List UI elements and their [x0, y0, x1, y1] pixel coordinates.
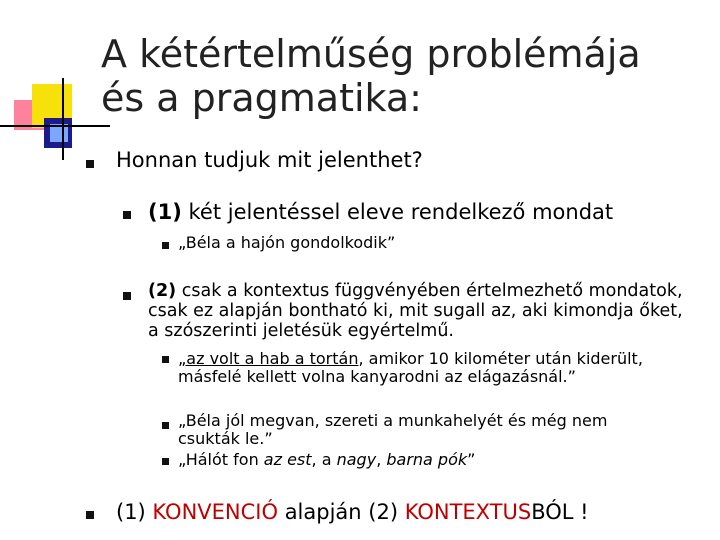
point-1-text: két jelentéssel eleve rendelkező mondat	[181, 200, 614, 224]
conclusion-part-a: (1)	[116, 500, 153, 524]
example-1-underlined: „az volt a hab a tortán	[178, 349, 359, 368]
bullet-square-icon	[162, 458, 169, 465]
bullet-square-icon	[162, 356, 169, 363]
example-3	[178, 451, 658, 469]
point-2	[148, 281, 688, 341]
conclusion-part-e: BÓL !	[531, 500, 589, 524]
point-1-example: „Béla a hajón gondolkodik”	[178, 233, 396, 252]
example-2: „Béla jól megvan, szereti a munkahelyét és még nem csukták le.”	[178, 411, 608, 448]
example-3-part-c: , a	[311, 450, 337, 469]
example-3-part-g: ”	[467, 450, 476, 469]
conclusion-part-c: alapján (2)	[278, 500, 405, 524]
point-1	[148, 200, 613, 224]
bullet-square-icon	[162, 422, 169, 429]
title-line-1: A kétértelműség problémája	[101, 32, 641, 76]
point-1-number: (1)	[148, 200, 182, 224]
decor-vertical-line	[62, 78, 64, 160]
question-text: Honnan tudjuk mit jelenthet?	[116, 148, 423, 172]
conclusion-kontextus: KONTEXTUS	[404, 500, 532, 524]
bullet-square-icon	[86, 160, 94, 168]
point-2-text: csak a kontextus függvényében értelmezhető mondatok, csak ez alapján bontható ki, mit sugall az, aki kimondja őket, a szószerinti jeletésük egyértelmű.	[148, 281, 683, 341]
slide-title	[101, 32, 641, 120]
example-3-part-b: az est	[263, 450, 312, 469]
decor-horizontal-line	[0, 125, 110, 127]
example-1-rest: , amikor 10 kilométer után kiderült, másfelé kellett volna kanyarodni az elágazásnál.”	[178, 349, 643, 386]
example-3-part-f: barna pók	[386, 450, 468, 469]
conclusion-line	[116, 500, 589, 524]
conclusion-konvencio: KONVENCIÓ	[152, 500, 279, 524]
bullet-square-icon	[123, 211, 131, 219]
bullet-square-icon	[86, 511, 94, 519]
example-3-part-a: „Hálót fon	[178, 450, 264, 469]
bullet-square-icon	[123, 292, 131, 300]
point-2-number: (2)	[148, 281, 177, 301]
title-line-2: és a pragmatika:	[101, 76, 422, 120]
bullet-square-icon	[162, 242, 169, 249]
example-3-part-d: nagy	[336, 450, 377, 469]
example-3-part-e: ,	[376, 450, 387, 469]
example-1	[178, 350, 658, 386]
